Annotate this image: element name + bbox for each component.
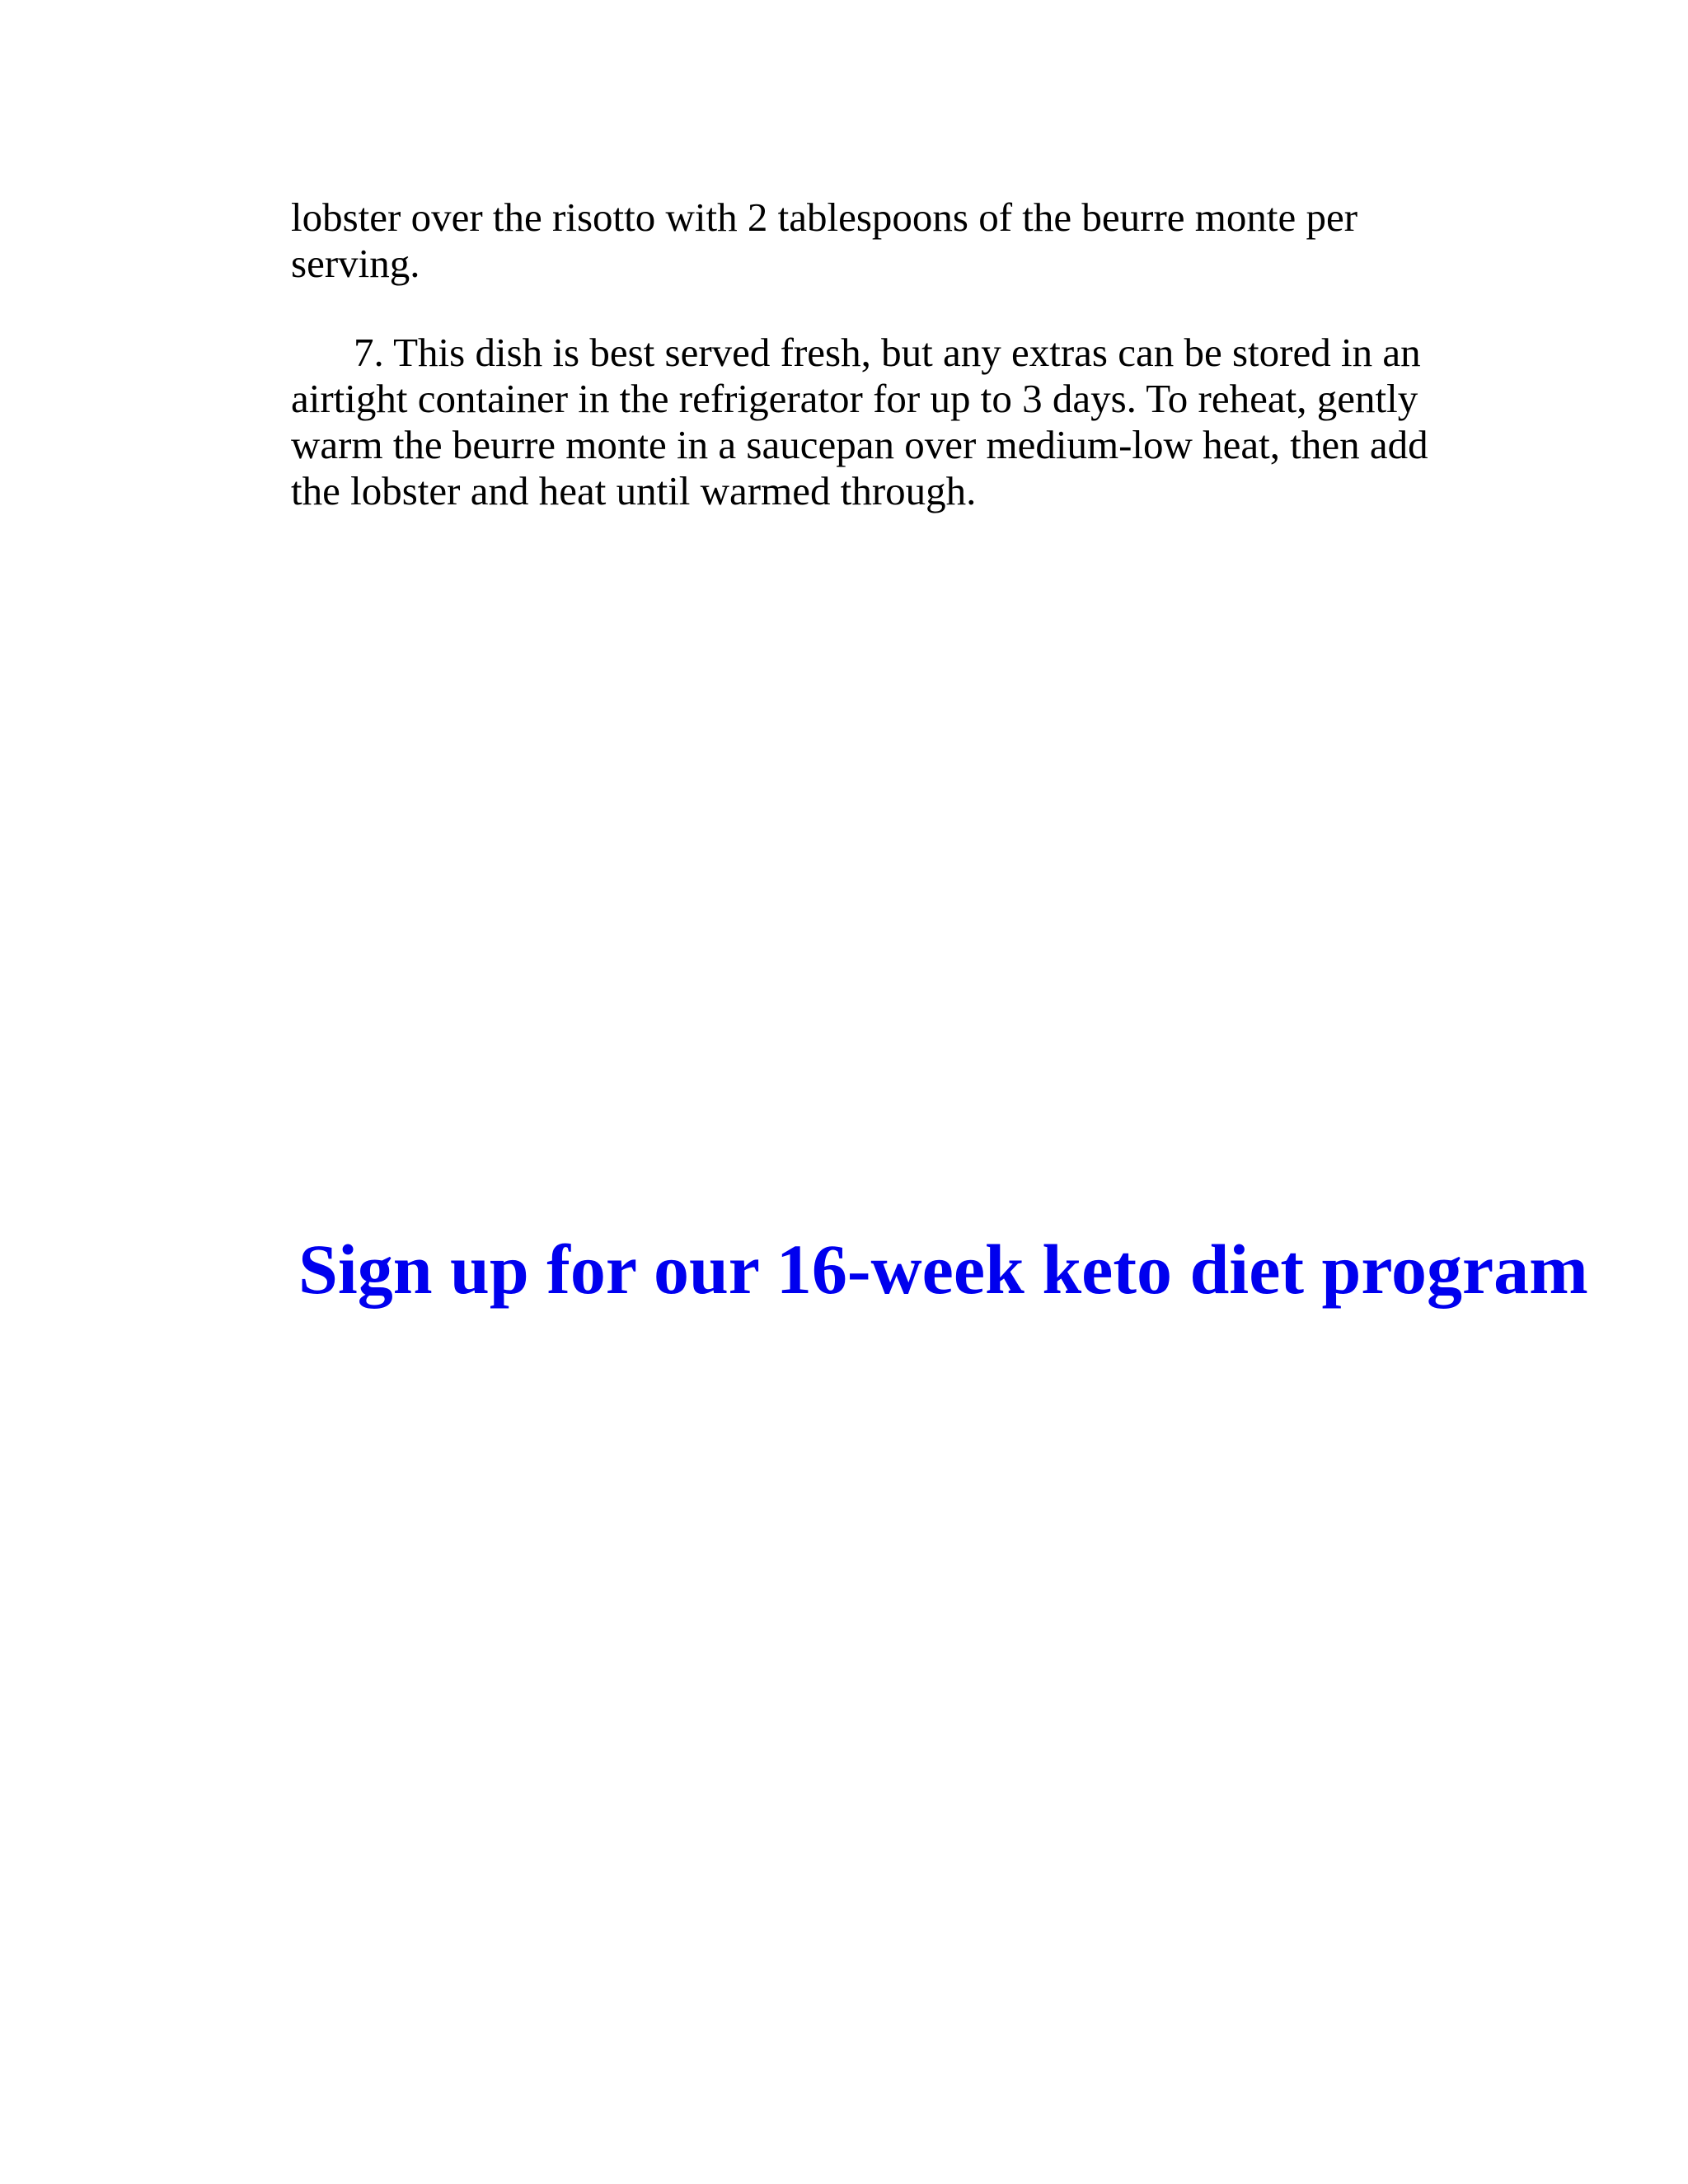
keto-program-signup-link[interactable]: Sign up for our 16-week keto diet program bbox=[298, 1230, 1588, 1309]
paragraph-step-7: 7. This dish is best served fresh, but any extras can be stored in an airtight container in the refrigerator for up to 3 days. To reheat, gently warm the beurre monte in a saucepan over medium-low heat, then add the lobster and heat until warmed through. bbox=[291, 330, 1428, 513]
paragraph-continuation: lobster over the risotto with 2 tablespoons of the beurre monte per serving. bbox=[291, 194, 1358, 286]
